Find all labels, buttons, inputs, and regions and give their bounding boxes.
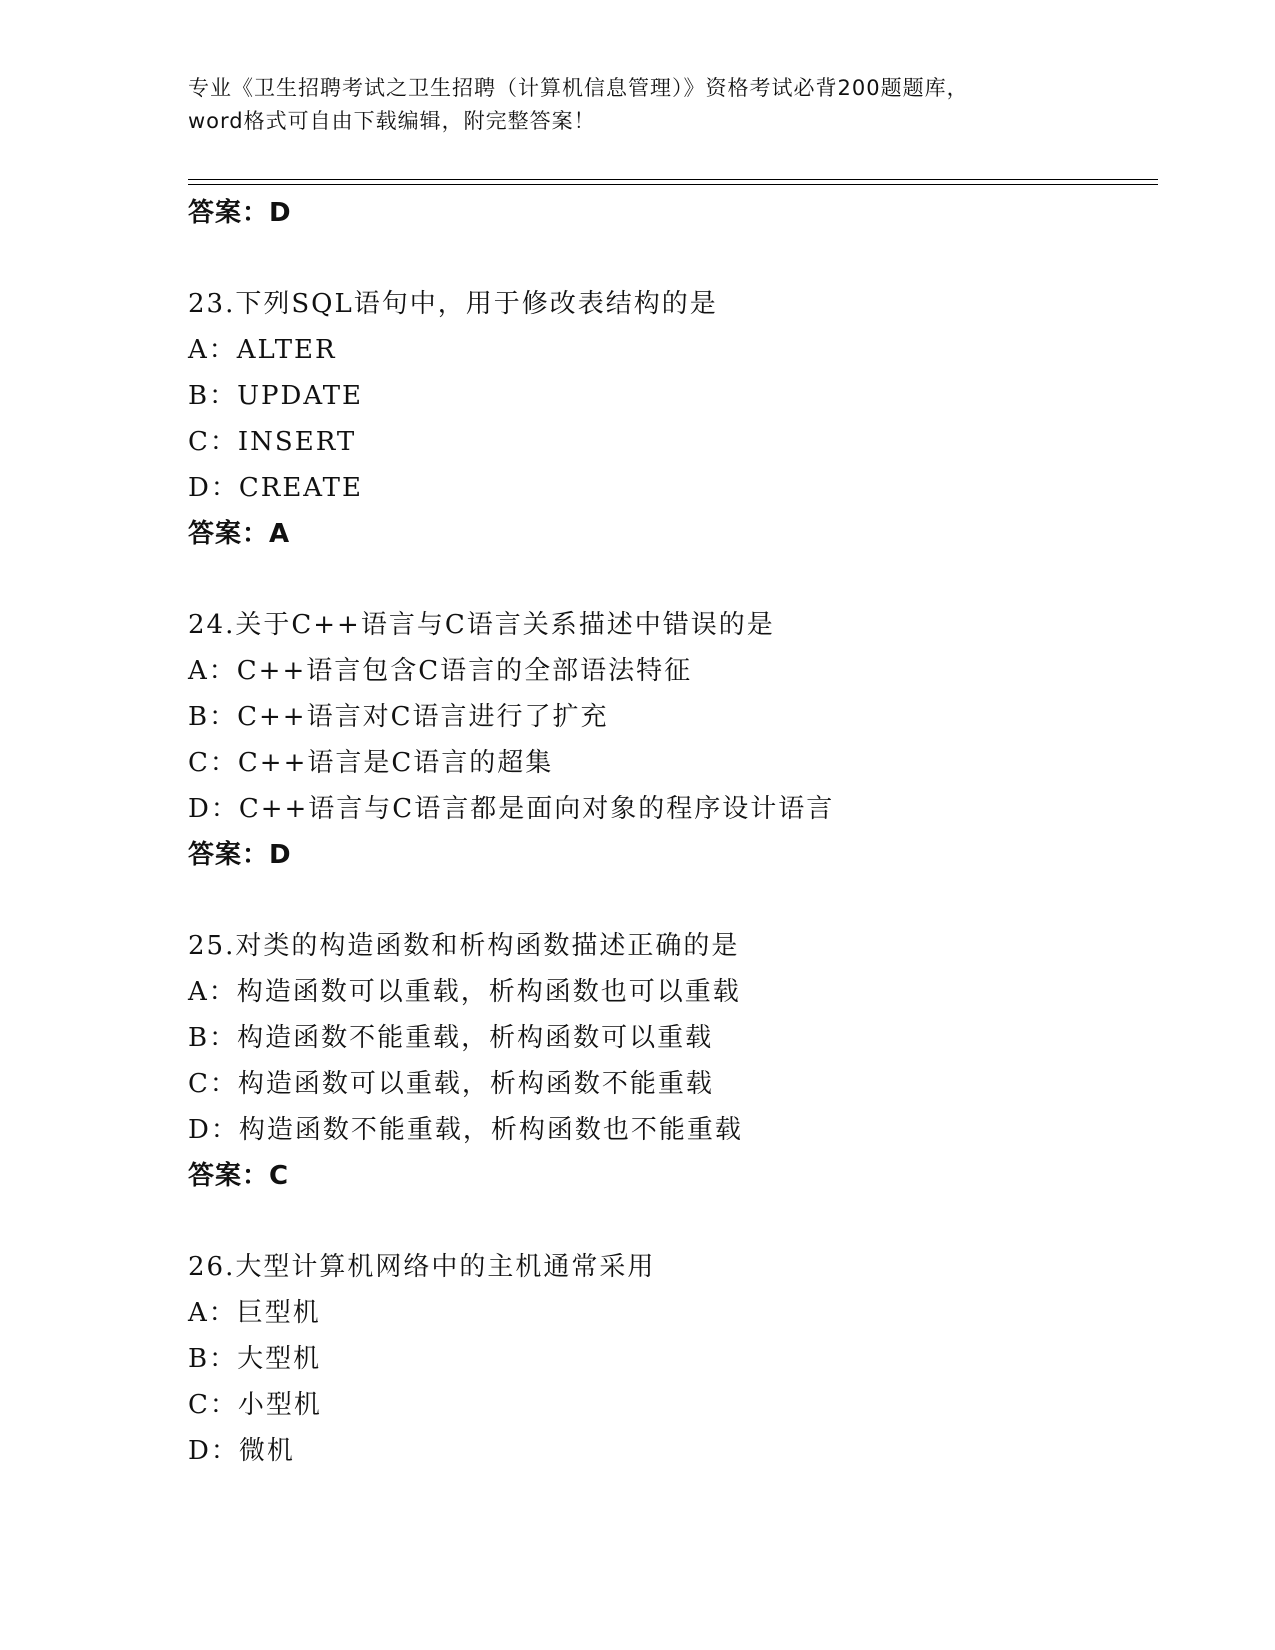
option-c: C：小型机 <box>188 1390 322 1420</box>
option-b: B：大型机 <box>188 1344 322 1374</box>
option-d: D：构造函数不能重载，析构函数也不能重载 <box>188 1115 743 1145</box>
header-rule-bottom <box>188 184 1158 185</box>
option-d: D：微机 <box>188 1436 295 1466</box>
option-c: C：INSERT <box>188 427 357 457</box>
question-block <box>188 602 1148 878</box>
option-a: A：C++语言包含C语言的全部语法特征 <box>188 656 693 686</box>
option-c: C：构造函数可以重载，析构函数不能重载 <box>188 1069 714 1099</box>
document-header <box>188 72 1088 138</box>
question-text: 25.对类的构造函数和析构函数描述正确的是 <box>188 931 740 961</box>
option-a: A：构造函数可以重载，析构函数也可以重载 <box>188 977 741 1007</box>
option-d: D：CREATE <box>188 473 363 503</box>
question-text: 23.下列SQL语句中，用于修改表结构的是 <box>188 289 718 319</box>
option-b: B：构造函数不能重载，析构函数可以重载 <box>188 1023 714 1053</box>
option-a: A：ALTER <box>188 335 337 365</box>
answer-line: 答案：D <box>188 198 292 228</box>
question-text: 26.大型计算机网络中的主机通常采用 <box>188 1252 656 1282</box>
document-body <box>188 190 1148 1474</box>
header-line-2: word格式可自由下载编辑，附完整答案！ <box>188 109 596 133</box>
answer-line: 答案：D <box>188 840 292 870</box>
option-b: B：C++语言对C语言进行了扩充 <box>188 702 609 732</box>
option-b: B：UPDATE <box>188 381 364 411</box>
question-block <box>188 281 1148 557</box>
option-d: D：C++语言与C语言都是面向对象的程序设计语言 <box>188 794 835 824</box>
answer-line: 答案：A <box>188 519 291 549</box>
answer-line: 答案：C <box>188 1161 290 1191</box>
question-text: 24.关于C++语言与C语言关系描述中错误的是 <box>188 610 775 640</box>
question-block <box>188 923 1148 1199</box>
option-c: C：C++语言是C语言的超集 <box>188 748 554 778</box>
header-line-1: 专业《卫生招聘考试之卫生招聘（计算机信息管理）》资格考试必背200题题库， <box>188 76 969 100</box>
header-rule-top <box>188 179 1158 180</box>
option-a: A：巨型机 <box>188 1298 321 1328</box>
question-block <box>188 1244 1148 1474</box>
